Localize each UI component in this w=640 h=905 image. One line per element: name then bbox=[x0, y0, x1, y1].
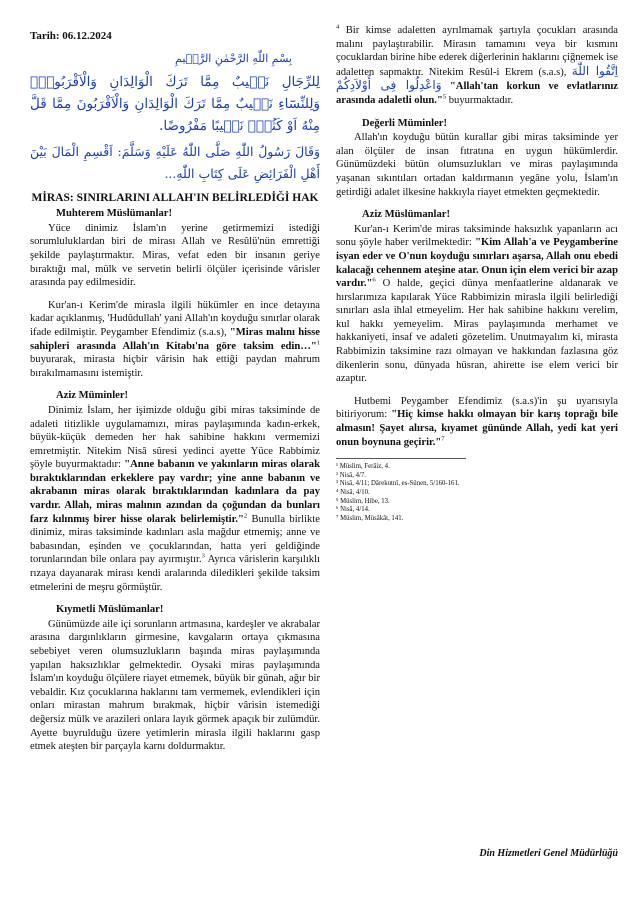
text-run: Kur'an-ı Kerim'de miras taksiminde haksızlık yapanların acı sonu şöyle haber verilmektedir: bbox=[336, 223, 618, 249]
basmala: بِسْمِ اللّٰهِ الرَّحْمٰنِ الرَّح۪يمِ bbox=[175, 51, 292, 65]
right-column bbox=[336, 24, 618, 523]
text-run: Hutbemi Peygamber Efendimiz (s.a.s)'in şu uyarısıyla bitiriyorum: bbox=[336, 395, 618, 421]
footnote-ref: 1 bbox=[316, 339, 320, 346]
quote-bold: "Miras malını hisse sahipleri arasında Allah'ın Kitabı'na göre taksim edin…" bbox=[30, 326, 321, 352]
footnote-item: ⁴ Nisâ, 4/10. bbox=[336, 489, 370, 496]
sermon-title: MİRAS: SINIRLARINI ALLAH'IN BELİRLEDİĞİ HAK bbox=[31, 192, 319, 205]
section-heading: Kıymetli Müslümanlar! bbox=[56, 604, 164, 616]
footnote-item: ⁷ Müslim, Müsâkât, 141. bbox=[336, 514, 404, 522]
paragraph: Allah'ın koyduğu bütün kurallar gibi miras taksiminde yer alan ölçüler de insan fıtratına en uygun hükümlerdir. Günümüzdeki bütün olumsuzlukları ve miras paylaşımında yaşanan sıkıntıları ortadan kaldırmanın yegâne yolu, İslam'ın getirdiği adalet ilkesine hakkıyla riayet etmekten geçmektedir. bbox=[336, 132, 618, 198]
text-run: buyurmaktadır. bbox=[446, 94, 514, 106]
text-run: buyurarak, mirasta hiçbir vârisin hak ettiği paydan mahrum bırakılmamasını istemiştir. bbox=[30, 354, 320, 379]
footnote-item: ² Nisâ, 4/7. bbox=[336, 471, 366, 479]
arabic-hadith: وَقَالَ رَسُولُ اللّٰهِ صَلَّى اللّٰهُ عَلَيْهِ وَسَلَّمَ: اَقْسِمِ الْمَالَ بَيْنَ أَهْلِ الْفَرَائِضِ عَلَى كِتَابِ اللّٰهِ... bbox=[30, 144, 320, 182]
arabic-inline: اِتَّقُوا اللّٰهَ وَاعْدِلُوا فِى أَوْلاَدِكُمْ bbox=[336, 63, 618, 93]
text-run: O halde, geçici dünya menfaatlerine aldanarak ve hırslarımıza kapılarak Yüce Rabbimizin mirasla ilgili belirlediği sınırları asla ihlal etmeyelim. Her hak sahibine hakkını verelim, kul hakkı yemeyelim. Miras paylaşımında merhamet ve hakkaniyeti, insaf ve adaleti gözetelim. Unutmayalım ki, mirasta Rabbimizin taksimine razı olmayan ve hakkından fazlasına göz dikenlerin sonu, dünyada hüsran, ahirette ise elem verici bir azaptır. bbox=[336, 278, 618, 385]
footnote-item: ⁶ Nisâ, 4/14. bbox=[336, 506, 370, 514]
footnote-divider bbox=[336, 458, 466, 459]
section-heading: Aziz Müminler! bbox=[56, 390, 129, 402]
footnote-ref: 3 bbox=[201, 552, 205, 560]
text-run: Ayrıca vârislerin karşılıklı rızaya dayanarak mirası kendi aralarında diledikleri şekilde taksim etmelerini de meşru görmüştür. bbox=[30, 554, 320, 593]
footnote-ref: 4 bbox=[336, 23, 340, 31]
quote-bold: "Hiç kimse hakkı olmayan bir karış toprağı bile almasın! Şayet alırsa, kıyamet gününde Allah, yedi kat yeri onun boynuna geçirir." bbox=[336, 409, 618, 448]
left-column bbox=[30, 30, 320, 754]
text-run: Dinimiz İslam, her işimizde olduğu gibi miras taksiminde de adaleti titizlikle uygulamamızı, miras paylaşımında kadın-erkek, büyük-küçük demeden her hak sahibine hakkını vermemizi emretmiştir. Nitekim Nisâ sûresi yedinci ayette Yüce Rabbimiz şöyle buyurmaktadır: bbox=[30, 404, 320, 471]
text-run: Bunulla birlikte dinimiz, miras taksiminde kadınları asla mağdur etmemiş; anne ve babasından, eşinden ve çocuklarından, hatta yeri geldiğinde torunlarından bile onlara pay ayırmıştır. bbox=[30, 513, 320, 566]
footnote-item: ¹ Müslim, Ferâiz, 4. bbox=[336, 463, 390, 471]
quote-bold: "Anne babanın ve yakınların miras olarak bıraktıklarından erkeklere pay vardır; yine anne babanın ve akrabanın miras olarak bıraktıklarından kadınlara da pay vardır. Allah, miras malının azından da çoğundan da bunları farz kılınmış birer hisse olarak belirlemiştir." bbox=[30, 459, 320, 525]
footnotes bbox=[336, 463, 618, 523]
arabic-verse: لِلرِّجَالِ نَص۪يبٌ مِمَّا تَرَكَ الْوَالِدَانِ وَالْاَقْرَبُونَۖ وَلِلنِّسَٓاءِ نَص۪يبٌ مِمَّا تَرَكَ الْوَالِدَانِ وَالْاَقْرَبُونَ مِمَّا قَلَّ مِنْهُ اَوْ كَثُرَۜ نَص۪يبًا مَفْرُوضًا. bbox=[30, 74, 320, 135]
section-heading: Aziz Müslümanlar! bbox=[362, 209, 450, 221]
paragraph bbox=[30, 404, 320, 594]
text-run: Kur'an-ı Kerim'de mirasla ilgili hükümler en ince detayına kadar açıklanmış, 'Hudûdullah' yani Allah'ın koyduğu sınırlar olarak ifade edilmiştir. Peygamber Efendimiz (s.a.s), bbox=[30, 299, 320, 338]
footnote-ref: 7 bbox=[441, 435, 445, 443]
issuer-signature: Din Hizmetleri Genel Müdürlüğü bbox=[479, 848, 618, 859]
paragraph: Yüce dinimiz İslam'ın yerine getirmemizi istediği sorumluluklardan biri de mirası Allah ve Resûlü'nün emrettiği şekilde paylaştırmaktır. Miras, vefat eden bir insanın geriye bıraktığı mal, mülk ve servetin belirli ölçüler içerisinde vârisler arasında pay edilmesidir. bbox=[30, 222, 320, 289]
footnote-ref: 5 bbox=[442, 93, 447, 101]
sermon-date: Tarih: 06.12.2024 bbox=[30, 30, 112, 42]
footnote-ref: 2 bbox=[243, 512, 248, 520]
paragraph bbox=[336, 223, 618, 386]
footnote-item: ³ Nisâ, 4/11; Dârekutnî, es-Sünen, 5/160-161. bbox=[336, 480, 460, 488]
paragraph bbox=[336, 395, 618, 449]
paragraph-split-start bbox=[30, 618, 320, 754]
text-run: Bir kimse adaletten ayrılmamak şartıyla çocukları arasında malını paylaştırabilir. Mirasın tamamını veya bir kısmını çocuklardan birine hibe ederek diğerlerinin haklarını çiğnemek ise adaletten sapmaktır. Nitekim Resûl-i Ekrem (s.a.s), bbox=[336, 25, 618, 78]
text-run: Günümüzde aile içi sorunların artmasına, kardeşler ve akrabalar arasına dargınlıkların girmesine, kavgaların ortaya çıkmasına sebebiyet veren olumsuzlukların başında miras paylaşımında yapılan haksızlıklar gelmektedir. Oysaki miras paylaşımında İslam'ın koyduğu ölçülere riayet etmemek, büyük bir günah, ağır bir vebaldir. Kız çocuklarına haklarını tam vermemek, evlendikleri için onları mirastan mahrum bırakmak, hiçbir vârisin istemediği değersiz mülk ve arazileri onlara layık görmek apaçık bir zulümdür. Ayette buyrulduğu üzere yetimlerin mirasla ilgili haklarını gasp etmek ateşten bir parçayla karnı doldurmaktır. bbox=[30, 618, 320, 753]
paragraph-continued bbox=[336, 24, 618, 108]
footnote-ref: 6 bbox=[372, 276, 376, 284]
quote-bold: "Allah'tan korkun ve evlatlarınız arasında adaletli olun." bbox=[336, 81, 618, 106]
footnote-item: ⁵ Müslim, Hibe, 13. bbox=[336, 497, 390, 505]
paragraph bbox=[30, 299, 320, 381]
section-heading: Değerli Müminler! bbox=[362, 117, 448, 129]
quote-bold: "Kim Allah'a ve Peygamberine isyan eder ve O'nun koyduğu sınırları aşarsa, Allah onu ebedi kalacağı cehennem ateşine atar. Onun için elem verici bir azap vardır." bbox=[336, 237, 618, 290]
section-heading: Muhterem Müslümanlar! bbox=[56, 208, 173, 220]
